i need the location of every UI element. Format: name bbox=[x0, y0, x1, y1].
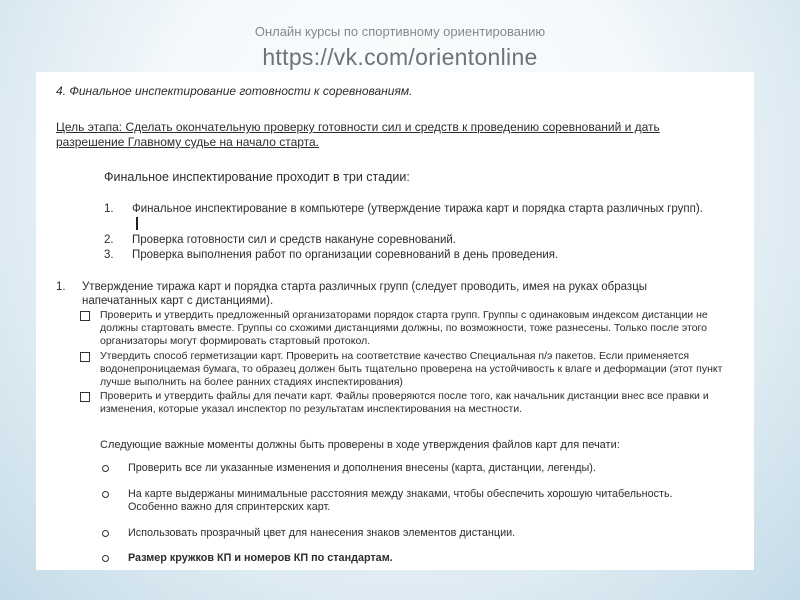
checklist-text: Проверить и утвердить предложенный организаторами порядок старта групп. Группы с одинаковым индексом дистанции не должны стартовать вместе. Группы со схожими дистанциями должны, по возможности, тоже разнесены. Только после этого организаторы могут формировать стартовый протокол. bbox=[100, 309, 708, 348]
bullet-text: Проверить все ли указанные изменения и дополнения внесены (карта, дистанции, легенды). bbox=[128, 462, 596, 474]
checkbox-icon bbox=[80, 311, 90, 321]
circle-bullet-icon bbox=[102, 465, 109, 472]
list-number: 2. bbox=[104, 234, 114, 246]
text-cursor-icon bbox=[136, 217, 138, 230]
circle-bullet-icon bbox=[102, 491, 109, 498]
bullet-list bbox=[100, 462, 720, 570]
checklist-text: Утвердить способ герметизации карт. Проверить на соответствие качество Специальная п/э пакетов. Если применяется водонепроницаемая бумага, то образец должен быть тщательно проверена на устойчивость к влаге и деформации (этот пункт лучше выполнить на более ранних стадиях инспектирования) bbox=[100, 349, 723, 389]
check-intro: Следующие важные моменты должны быть проверены в ходе утверждения файлов карт для печати: bbox=[100, 439, 620, 451]
checkbox-icon bbox=[80, 352, 90, 362]
list-text: Проверка выполнения работ по организации соревнований в день проведения. bbox=[132, 249, 559, 261]
list-item bbox=[104, 248, 704, 263]
document-scan bbox=[36, 72, 754, 570]
list-number: 3. bbox=[104, 249, 114, 261]
bullet-text: Использовать прозрачный цвет для нанесения знаков элементов дистанции. bbox=[128, 526, 516, 539]
checklist-item bbox=[80, 309, 730, 349]
main-point-text: Утверждение тиража карт и порядка старта различных групп (следует проводить, имея на руках образцы напечатанных карт с дистанциями). bbox=[82, 281, 648, 307]
bullet-item bbox=[100, 552, 720, 566]
stage-goal: Цель этапа: Сделать окончательную проверку готовности сил и средств к проведению соревнований и дать разрешение Главному судье на начало старта. bbox=[56, 120, 660, 149]
checklist-item bbox=[80, 350, 730, 390]
checklist-item bbox=[80, 390, 730, 416]
checkbox-icon bbox=[80, 392, 90, 402]
list-text: Финальное инспектирование в компьютере (утверждение тиража карт и порядка старта различных групп). bbox=[132, 203, 703, 215]
list-text: Проверка готовности сил и средств накануне соревнований. bbox=[132, 234, 456, 246]
main-point bbox=[56, 280, 696, 308]
stages-intro: Финальное инспектирование проходит в три стадии: bbox=[104, 170, 410, 184]
bullet-item bbox=[100, 462, 720, 476]
list-item bbox=[104, 202, 704, 233]
list-item bbox=[104, 233, 704, 248]
stages-list bbox=[104, 202, 704, 263]
checklist-text: Проверить и утвердить файлы для печати карт. Файлы проверяются после того, как начальник дистанции внес все правки и изменения, которые указал инспектор по результатам инспектирования на местности. bbox=[100, 390, 709, 416]
course-url[interactable]: https://vk.com/orientonline bbox=[262, 44, 538, 70]
bullet-item bbox=[100, 488, 720, 515]
checklist bbox=[80, 309, 730, 418]
section-heading: 4. Финальное инспектирование готовности к соревнованиям. bbox=[56, 84, 413, 98]
circle-bullet-icon bbox=[102, 555, 109, 562]
course-subtitle: Онлайн курсы по спортивному ориентированию bbox=[254, 24, 546, 39]
list-number: 1. bbox=[104, 203, 114, 215]
bullet-text: Размер кружков КП и номеров КП по стандартам. bbox=[128, 552, 393, 564]
circle-bullet-icon bbox=[102, 530, 109, 537]
main-point-number: 1. bbox=[56, 281, 66, 293]
bullet-text: На карте выдержаны минимальные расстояния между знаками, чтобы обеспечить хорошую читабельность. Особенно важно для спринтерских карт. bbox=[128, 487, 673, 513]
bullet-item bbox=[100, 527, 720, 541]
